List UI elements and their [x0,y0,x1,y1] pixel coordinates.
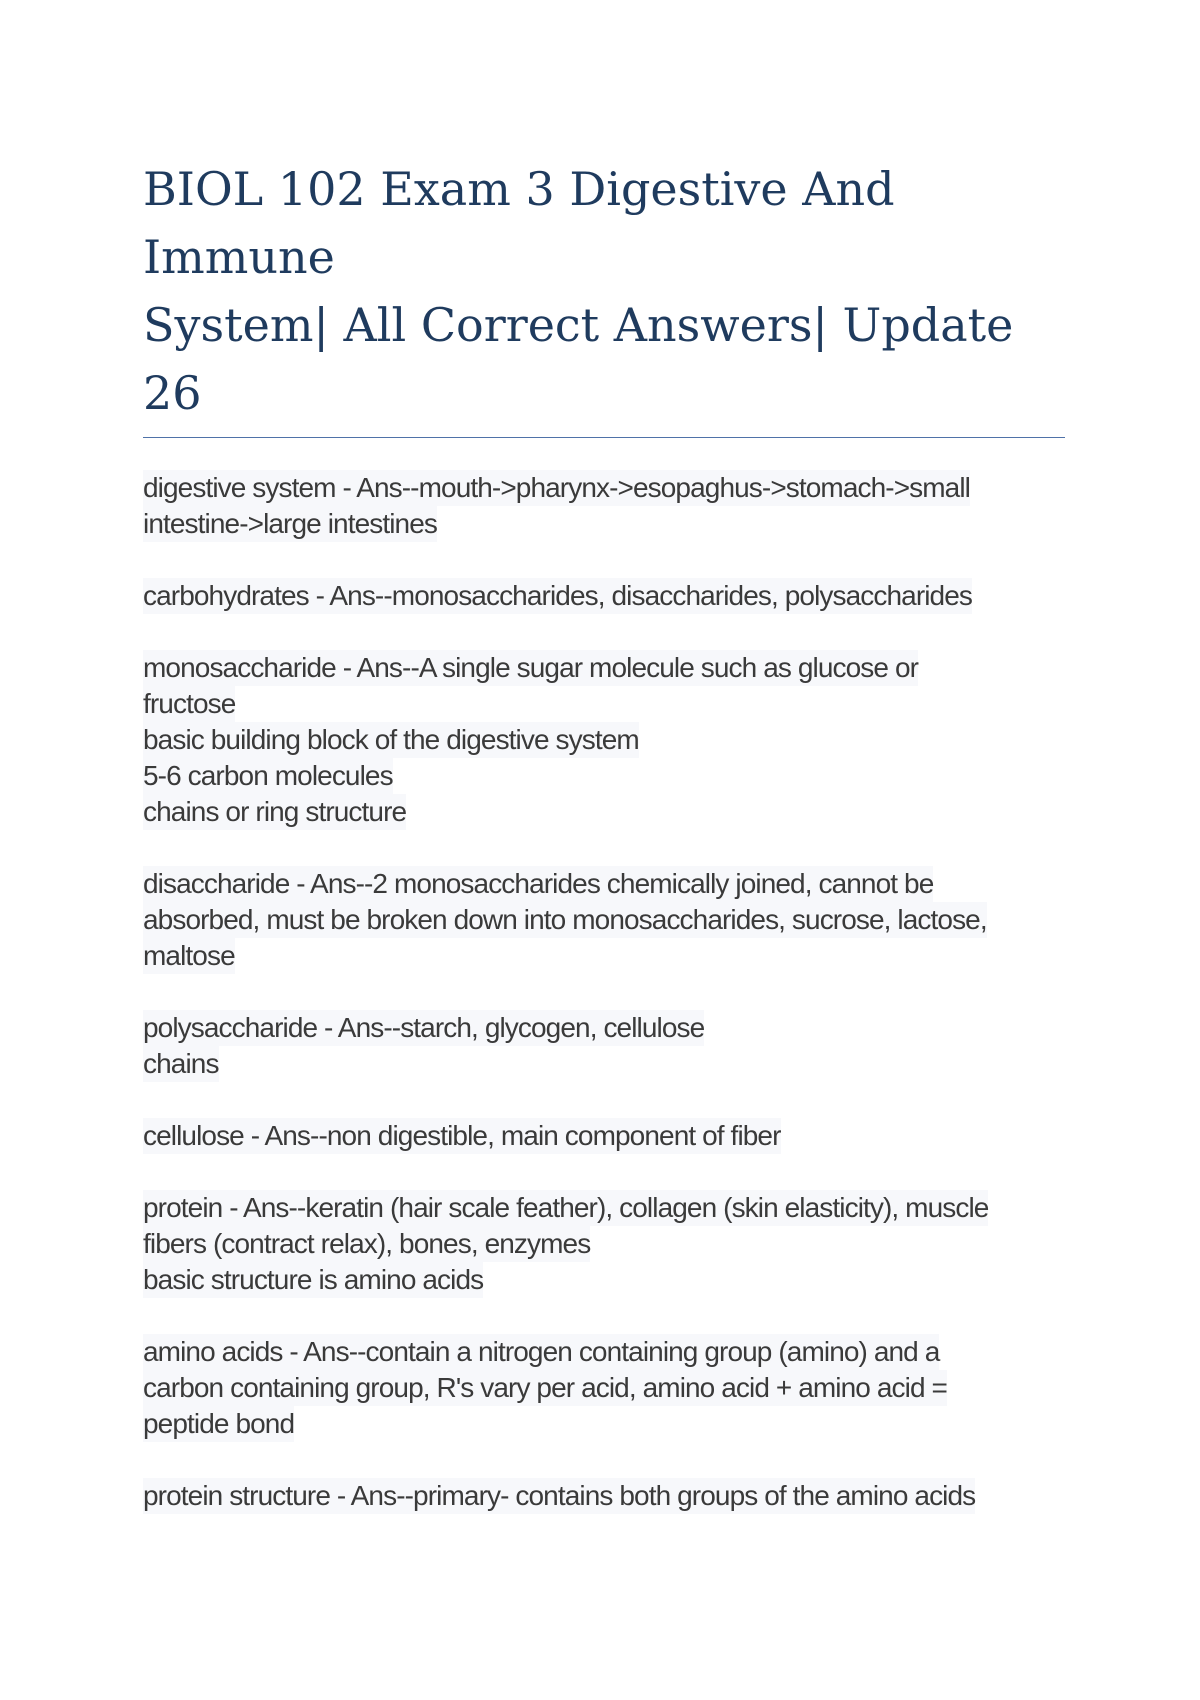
entry-line: fibers (contract relax), bones, enzymes [143,1226,590,1262]
entry-digestive-system [143,470,1073,542]
title-line-2: System| All Correct Answers| Update 26 [143,298,1014,420]
entry-carbohydrates [143,578,1073,614]
entry-line: monosaccharide - Ans--A single sugar molecule such as glucose or [143,650,918,686]
entry-cellulose [143,1118,1073,1154]
entry-line: absorbed, must be broken down into monosaccharides, sucrose, lactose, [143,902,987,938]
entry-protein [143,1190,1073,1298]
entry-line: protein structure - Ans--primary- contains both groups of the amino acids [143,1478,975,1514]
entry-line: maltose [143,938,235,974]
entry-amino-acids [143,1334,1073,1442]
entry-line: protein - Ans--keratin (hair scale feather), collagen (skin elasticity), muscle [143,1190,988,1226]
entry-line: 5-6 carbon molecules [143,758,393,794]
entry-line: carbohydrates - Ans--monosaccharides, disaccharides, polysaccharides [143,578,972,614]
entry-protein-structure [143,1478,1073,1514]
entry-line: carbon containing group, R's vary per acid, amino acid + amino acid = [143,1370,947,1406]
entry-line: polysaccharide - Ans--starch, glycogen, cellulose [143,1010,704,1046]
title-underline [143,437,1065,438]
entry-line: disaccharide - Ans--2 monosaccharides chemically joined, cannot be [143,866,933,902]
entry-line: chains [143,1046,219,1082]
entry-monosaccharide [143,650,1073,830]
title-block [143,155,1065,438]
entry-line: intestine->large intestines [143,506,437,542]
entry-line: digestive system - Ans--mouth->pharynx->esopaghus->stomach->small [143,470,970,506]
entry-line: amino acids - Ans--contain a nitrogen containing group (amino) and a [143,1334,939,1370]
entry-line: basic building block of the digestive system [143,722,639,758]
entry-line: chains or ring structure [143,794,406,830]
entry-line: fructose [143,686,235,722]
entry-line: cellulose - Ans--non digestible, main component of fiber [143,1118,781,1154]
document-title [143,155,1065,427]
entry-polysaccharide [143,1010,1073,1082]
flashcard-list [143,470,1073,1550]
entry-line: basic structure is amino acids [143,1262,483,1298]
title-line-1: BIOL 102 Exam 3 Digestive And Immune [143,162,895,284]
entry-line: peptide bond [143,1406,294,1442]
entry-disaccharide [143,866,1073,974]
